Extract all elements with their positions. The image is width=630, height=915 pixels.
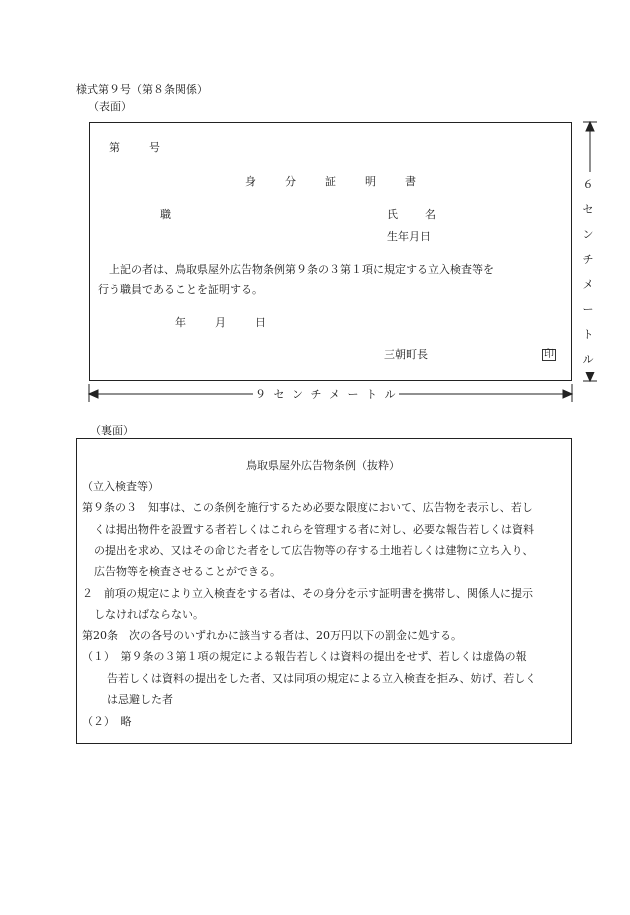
form-title: 様式第９号（第８条関係）	[76, 83, 208, 96]
item-1-line: は忌避した者	[107, 693, 173, 706]
shoku-label: 職	[160, 208, 171, 221]
front-label: （表面）	[88, 100, 132, 113]
card-title-char: 証	[325, 175, 336, 188]
card-title-char: 書	[405, 175, 416, 188]
article-9-3-line: 広告物等を検査させることができる。	[94, 565, 281, 578]
height-label-char: ン	[582, 228, 594, 241]
height-dimension-label	[578, 172, 598, 372]
article-9-3-line: 第９条の３ 知事は、この条例を施行するため必要な限度において、広告物を表示し、若し	[82, 501, 533, 514]
item-2: （２） 略	[82, 715, 132, 728]
shimei-label-1: 氏	[387, 208, 398, 221]
certificate-text-line-2: 行う職員であることを証明する。	[98, 283, 263, 296]
width-dimension-label: ９ セ ン チ メ ー ト ル	[255, 388, 398, 401]
item-1-line: 告若しくは資料の提出をした者、又は同項の規定による立入検査を拒み、妨げ、若しく	[107, 672, 537, 685]
section-heading: （立入検査等）	[82, 480, 159, 493]
birthdate-label: 生年月日	[387, 230, 431, 243]
number-dai: 第	[109, 141, 120, 154]
height-label-char: ６	[582, 178, 594, 191]
height-label-char: セ	[582, 203, 594, 216]
issuer-name: 三朝町長	[384, 348, 428, 361]
seal-mark: 印	[544, 349, 554, 360]
excerpt-title: 鳥取県屋外広告物条例（抜粋）	[246, 459, 400, 472]
article-20: 第20条 次の各号のいずれかに該当する者は、20万円以下の罰金に処する。	[82, 629, 462, 642]
item-1-line: （１） 第９条の３第１項の規定による報告若しくは資料の提出をせず、若しくは虚偽の報	[82, 650, 527, 663]
article-9-3-line: の提出を求め、又はその命じた者をして広告物等の存する土地若しくは建物に立ち入り、	[94, 544, 534, 557]
card-title-char: 分	[285, 175, 296, 188]
card-title-char: 身	[245, 175, 256, 188]
article-9-3-p2-line: しなければならない。	[94, 608, 204, 621]
date-year: 年	[175, 316, 186, 329]
shimei-label-2: 名	[425, 208, 436, 221]
date-day: 日	[255, 316, 266, 329]
certificate-text-line-1: 上記の者は、鳥取県屋外広告物条例第９条の３第１項に規定する立入検査等を	[109, 263, 494, 276]
height-label-char: ル	[582, 353, 594, 366]
height-label-char: ー	[582, 303, 594, 316]
card-title-char: 明	[365, 175, 376, 188]
date-month: 月	[215, 316, 226, 329]
height-label-char: チ	[582, 253, 594, 266]
article-9-3-line: くは掲出物件を設置する者若しくはこれらを管理する者に対し、必要な報告若しくは資料	[94, 523, 534, 536]
height-label-char: ト	[582, 328, 594, 341]
height-label-char: メ	[582, 278, 594, 291]
back-label: （裏面）	[90, 424, 134, 437]
number-go: 号	[149, 141, 160, 154]
article-9-3-p2-line: ２ 前項の規定により立入検査をする者は、その身分を示す証明書を携帯し、関係人に提示	[82, 587, 533, 600]
